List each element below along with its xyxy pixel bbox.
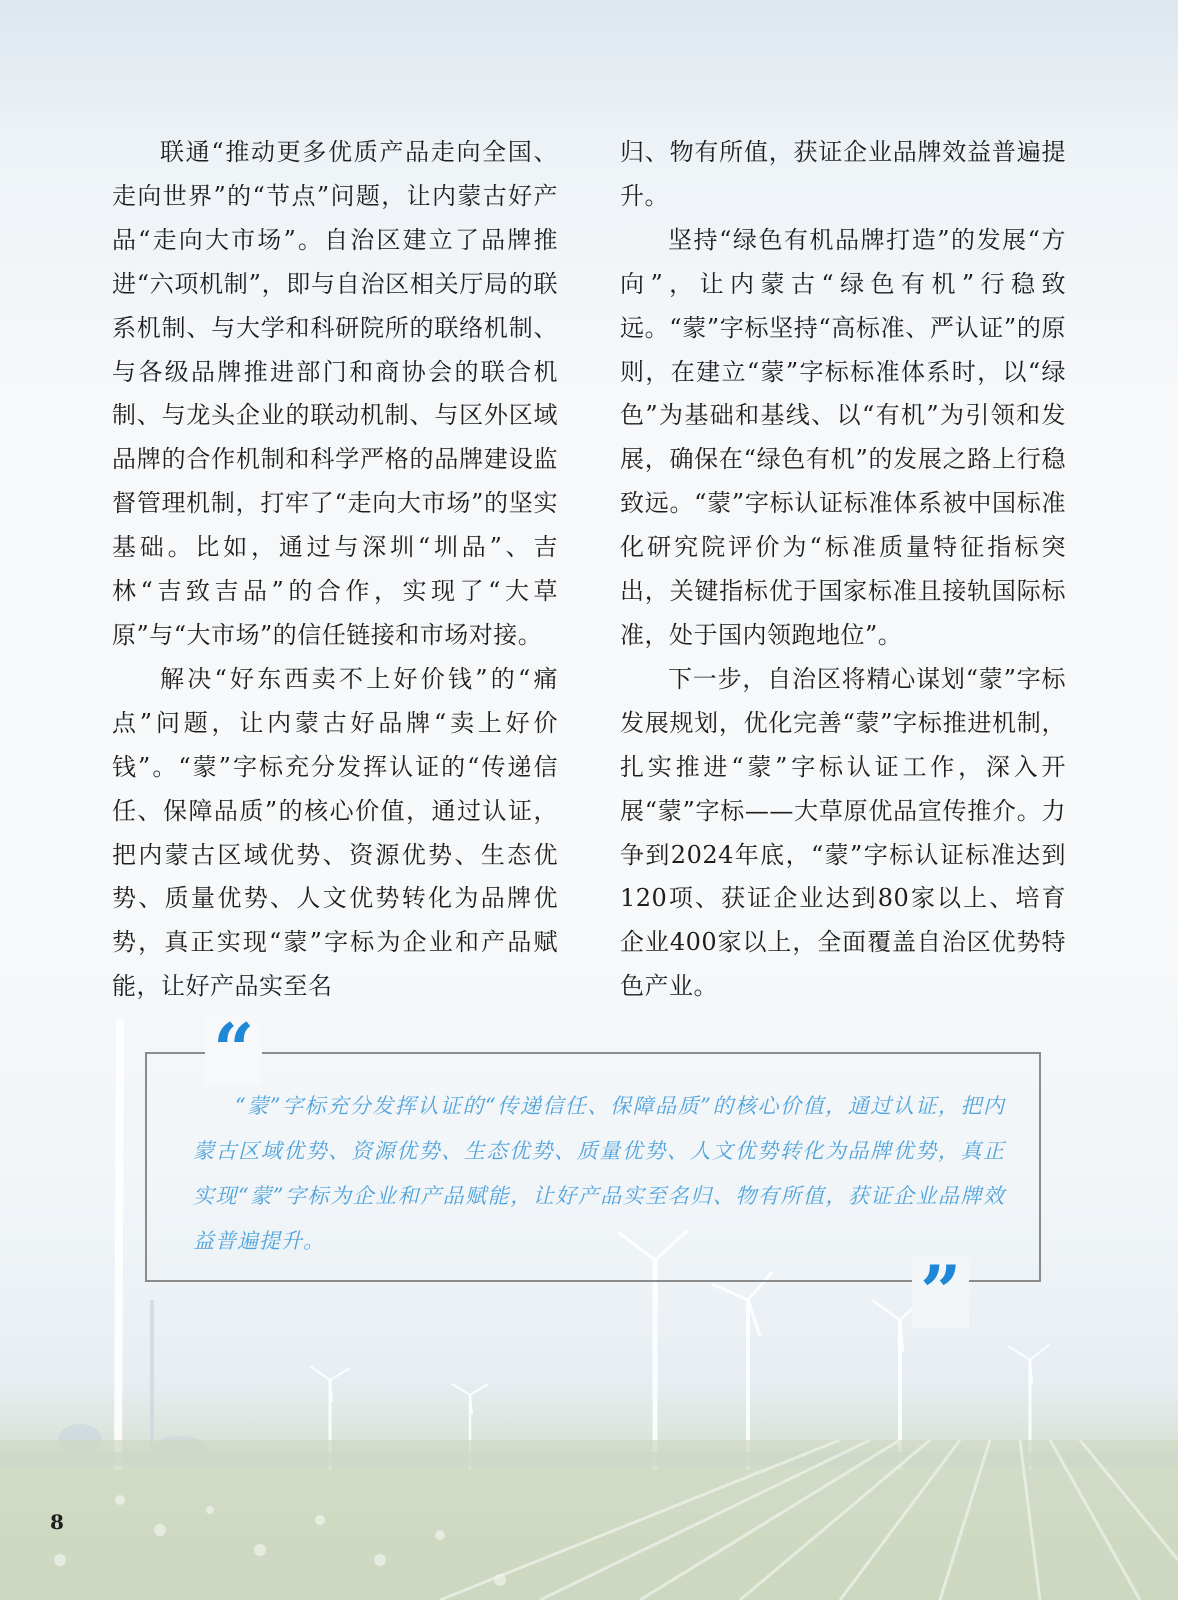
page-number: 8 [50, 1510, 64, 1534]
pull-quote-text: “蒙”字标充分发挥认证的“传递信任、保障品质”的核心价值，通过认证，把内蒙古区域优势、资源优势、生态优势、质量优势、人文优势转化为品牌优势，真正实现“蒙”字标为企业和产品赋能，让好产品实至名归、物有所值，获证企业品牌效益普遍提升。 [193, 1094, 1005, 1253]
open-quote-icon: “ [205, 1014, 262, 1086]
left-text-column [112, 131, 558, 1009]
body-paragraph: 联通“推动更多优质产品走向全国、走向世界”的“节点”问题，让内蒙古好产品“走向大市场”。自治区建立了品牌推进“六项机制”，即与自治区相关厅局的联系机制、与大学和科研院所的联络机制、与各级品牌推进部门和商协会的联合机制、与龙头企业的联动机制、与区外区域品牌的合作机制和科学严格的品牌建设监督管理机制，打牢了“走向大市场”的坚实基础。比如，通过与深圳“圳品”、吉林“吉致吉品”的合作，实现了“大草原”与“大市场”的信任链接和市场对接。 [112, 138, 558, 649]
close-quote-icon: ” [912, 1256, 969, 1328]
body-paragraph: 坚持“绿色有机品牌打造”的发展“方向”，让内蒙古“绿色有机”行稳致远。“蒙”字标坚持“高标准、严认证”的原则，在建立“蒙”字标标准体系时，以“绿色”为基础和基线、以“有机”为引领和发展，确保在“绿色有机”的发展之路上行稳致远。“蒙”字标认证标准体系被中国标准化研究院评价为“标准质量特征指标突出，关键指标优于国家标准且接轨国际标准，处于国内领跑地位”。 [620, 225, 1066, 649]
body-paragraph: 下一步，自治区将精心谋划“蒙”字标发展规划，优化完善“蒙”字标推进机制，扎实推进“蒙”字标认证工作，深入开展“蒙”字标——大草原优品宣传推介。力争到2024年底，“蒙”字标认证标准达到120项、获证企业达到80家以上、培育企业400家以上，全面覆盖自治区优势特色产业。 [620, 664, 1066, 1001]
body-paragraph-continuation: 归、物有所值，获证企业品牌效益普遍提升。 [620, 138, 1066, 210]
body-paragraph: 解决“好东西卖不上好价钱”的“痛点”问题，让内蒙古好品牌“卖上好价钱”。“蒙”字标充分发挥认证的“传递信任、保障品质”的核心价值，通过认证，把内蒙古区域优势、资源优势、生态优势、质量优势、人文优势转化为品牌优势，真正实现“蒙”字标为企业和产品赋能，让好产品实至名 [112, 664, 558, 1001]
crop-field-background [0, 1440, 1178, 1600]
right-text-column [620, 131, 1066, 1009]
